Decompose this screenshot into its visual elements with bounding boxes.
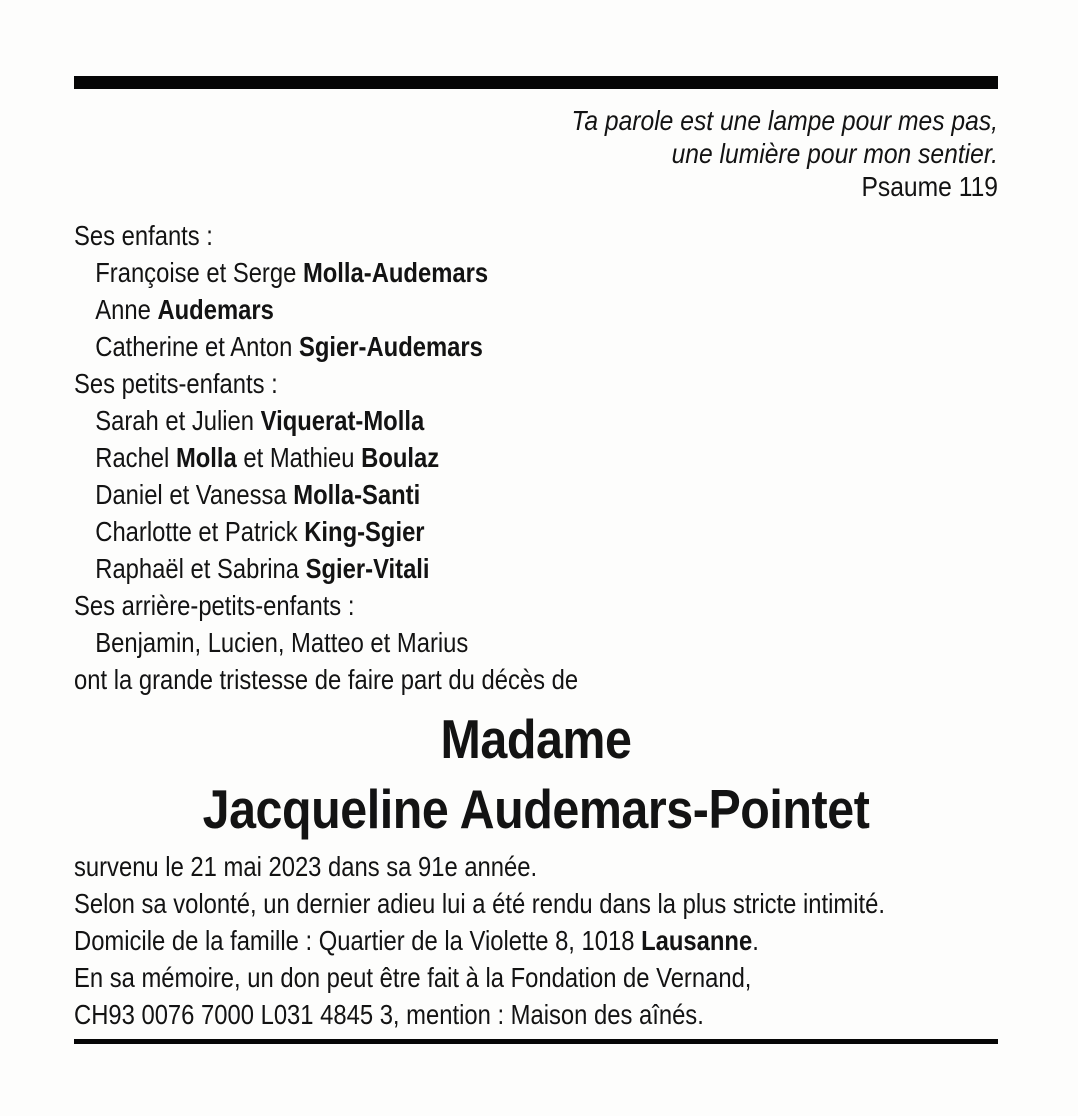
family-line (74, 550, 859, 587)
text-segment: En sa mémoire, un don peut être fait à la Fondation de Vernand, (74, 962, 752, 993)
family-line (74, 254, 859, 291)
detail-line (74, 922, 859, 959)
quote-line-2: une lumière pour mon sentier. (671, 138, 998, 169)
family-line (74, 513, 859, 550)
family-line (74, 439, 859, 476)
family-list (74, 217, 998, 698)
text-segment: Sarah et Julien (95, 405, 261, 436)
text-segment: Catherine et Anton (95, 331, 300, 362)
quote-attribution: Psaume 119 (861, 171, 998, 202)
surname-bold: Sgier-Vitali (305, 553, 430, 584)
text-segment: Ses petits-enfants : (74, 368, 278, 399)
surname-bold: Boulaz (361, 442, 440, 473)
top-rule (74, 76, 998, 89)
surname-bold: Molla-Audemars (302, 257, 489, 288)
text-segment: Charlotte et Patrick (95, 516, 305, 547)
detail-line (74, 848, 859, 885)
surname-bold: Lausanne (641, 925, 753, 956)
text-segment: Ses enfants : (74, 220, 213, 251)
surname-bold: Viquerat-Molla (260, 405, 425, 436)
surname-bold: Audemars (157, 294, 274, 325)
quote-line-1: Ta parole est une lampe pour mes pas, (571, 105, 998, 136)
family-line (74, 291, 859, 328)
family-line (74, 217, 859, 254)
scripture-quote (74, 104, 998, 203)
family-line (74, 587, 859, 624)
surname-bold: Molla (175, 442, 237, 473)
text-segment: survenu le 21 mai 2023 dans sa 91e année. (74, 851, 538, 882)
text-segment: Raphaël et Sabrina (95, 553, 306, 584)
family-line (74, 328, 859, 365)
text-segment: Anne (95, 294, 158, 325)
text-segment: Rachel (95, 442, 176, 473)
text-segment: Selon sa volonté, un dernier adieu lui a été rendu dans la plus stricte intimité. (74, 888, 886, 919)
text-segment: Domicile de la famille : Quartier de la Violette 8, 1018 (74, 925, 642, 956)
deceased-name: Jacqueline Audemars-Pointet (202, 778, 870, 840)
text-segment: CH93 0076 7000 L031 4845 3, mention : Maison des aînés. (74, 999, 704, 1030)
surname-bold: Molla-Santi (293, 479, 421, 510)
notice-details (74, 848, 998, 1033)
text-segment: . (752, 925, 759, 956)
deceased-title (74, 704, 998, 844)
text-segment: Benjamin, Lucien, Matteo et Marius (95, 627, 469, 658)
family-line (74, 624, 859, 661)
detail-line (74, 996, 859, 1033)
family-line (74, 661, 859, 698)
family-line (74, 402, 859, 439)
surname-bold: King-Sgier (304, 516, 425, 547)
notice-content (74, 0, 998, 1044)
text-segment: et Mathieu (236, 442, 362, 473)
text-segment: Daniel et Vanessa (95, 479, 294, 510)
title-honorific: Madame (440, 708, 632, 770)
text-segment: Ses arrière-petits-enfants : (74, 590, 355, 621)
family-line (74, 365, 859, 402)
bottom-rule (74, 1039, 998, 1044)
family-line (74, 476, 859, 513)
text-segment: ont la grande tristesse de faire part du décès de (74, 664, 579, 695)
text-segment: Françoise et Serge (95, 257, 303, 288)
surname-bold: Sgier-Audemars (299, 331, 483, 362)
detail-line (74, 959, 859, 996)
detail-line (74, 885, 886, 922)
